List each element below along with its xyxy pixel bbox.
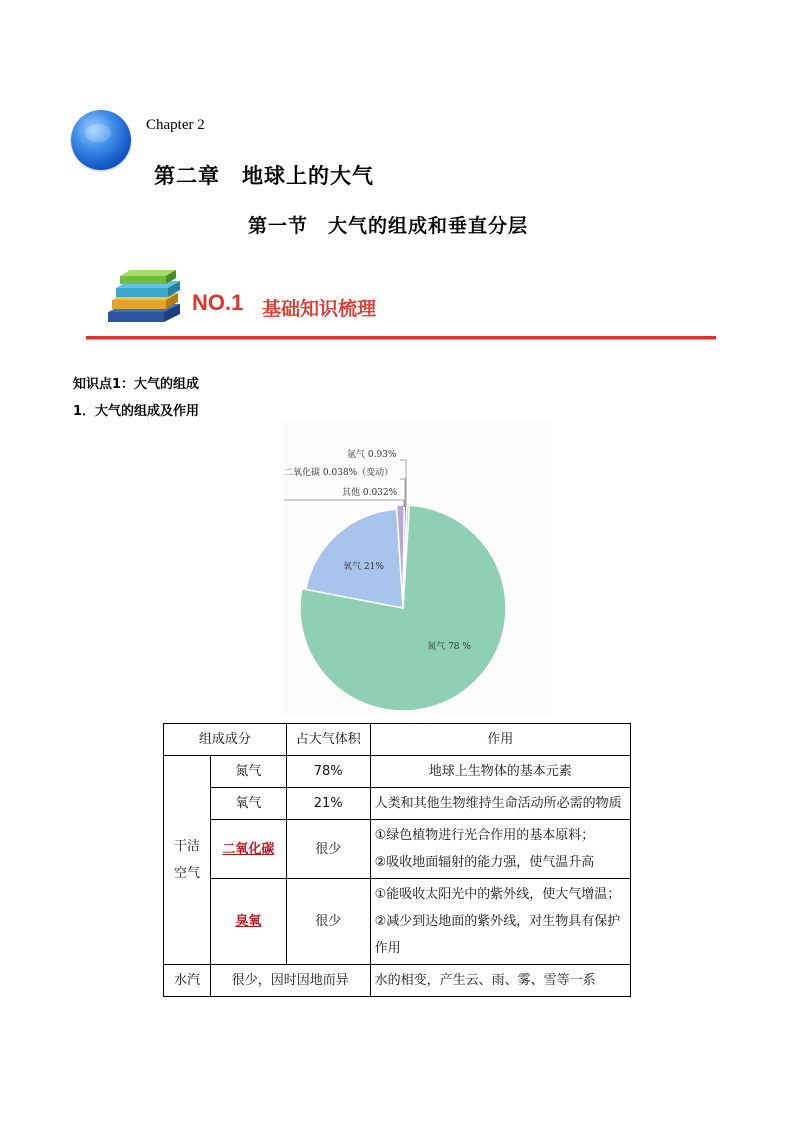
volume-cell: 很少: [286, 879, 370, 965]
role-cell: 水的相变，产生云、雨、雾、雪等一系: [370, 965, 630, 997]
role-line: ①绿色植物进行光合作用的基本原料；: [374, 828, 595, 843]
component-name: 水汽: [164, 965, 211, 997]
globe-icon: [71, 110, 131, 170]
component-name: 二氧化碳: [210, 820, 286, 879]
group-label-cell: [164, 756, 211, 965]
pie-svg: [282, 420, 552, 715]
chapter-label: Chapter 2: [146, 117, 205, 133]
volume-cell: 21%: [286, 788, 370, 820]
group-label-line: 空气: [173, 866, 200, 881]
component-name: 氧气: [210, 788, 286, 820]
component-name: 臭氧: [210, 879, 286, 965]
section-title: 第一节 大气的组成和垂直分层: [248, 215, 529, 237]
role-cell: ①能吸收太阳光中的紫外线，使大气增温；②减少到达地面的紫外线，对生物具有保护作用: [370, 879, 630, 965]
banner-label: 基础知识梳理: [262, 298, 377, 320]
label-nitrogen: 氮气 78 %: [427, 642, 471, 653]
table-header-row: [164, 724, 631, 756]
label-argon: 氩气 0.93%: [347, 450, 397, 460]
header-cell: 占大气体积: [286, 724, 370, 756]
header-cell: 组成成分: [164, 724, 287, 756]
group-label-line: 干洁: [173, 839, 200, 854]
role-cell: 人类和其他生物维持生命活动所必需的物质: [370, 788, 630, 820]
table-row: [164, 820, 631, 879]
component-name: 氮气: [210, 756, 286, 788]
banner-badge: NO.1: [192, 290, 244, 315]
banner-divider: [86, 336, 716, 339]
role-cell: [370, 820, 630, 879]
knowledge-point-title: 知识点1：大气的组成: [73, 377, 200, 392]
volume-cell: 很少，因时因地而异: [210, 965, 370, 997]
books-icon: [104, 268, 184, 324]
label-other: 其他 0.032%: [342, 488, 398, 498]
composition-pie-chart: [282, 420, 552, 715]
role-line: ②吸收地面辐射的能力强，使气温升高: [374, 855, 595, 870]
table-row: [164, 965, 631, 997]
composition-table: [163, 723, 631, 997]
volume-cell: 很少: [286, 820, 370, 879]
chapter-title: 第二章 地球上的大气: [154, 163, 374, 188]
label-oxygen: 氧气 21%: [343, 562, 384, 573]
table-row: [164, 756, 631, 788]
subheading: 1．大气的组成及作用: [73, 404, 200, 419]
leader-line: [284, 500, 404, 507]
role-cell: 地球上生物体的基本元素: [370, 756, 630, 788]
table-row: [164, 788, 631, 820]
label-co2: 二氧化碳 0.038%（变动）: [284, 468, 394, 478]
table-row: [164, 879, 631, 965]
volume-cell: 78%: [286, 756, 370, 788]
header-cell: 作用: [370, 724, 630, 756]
